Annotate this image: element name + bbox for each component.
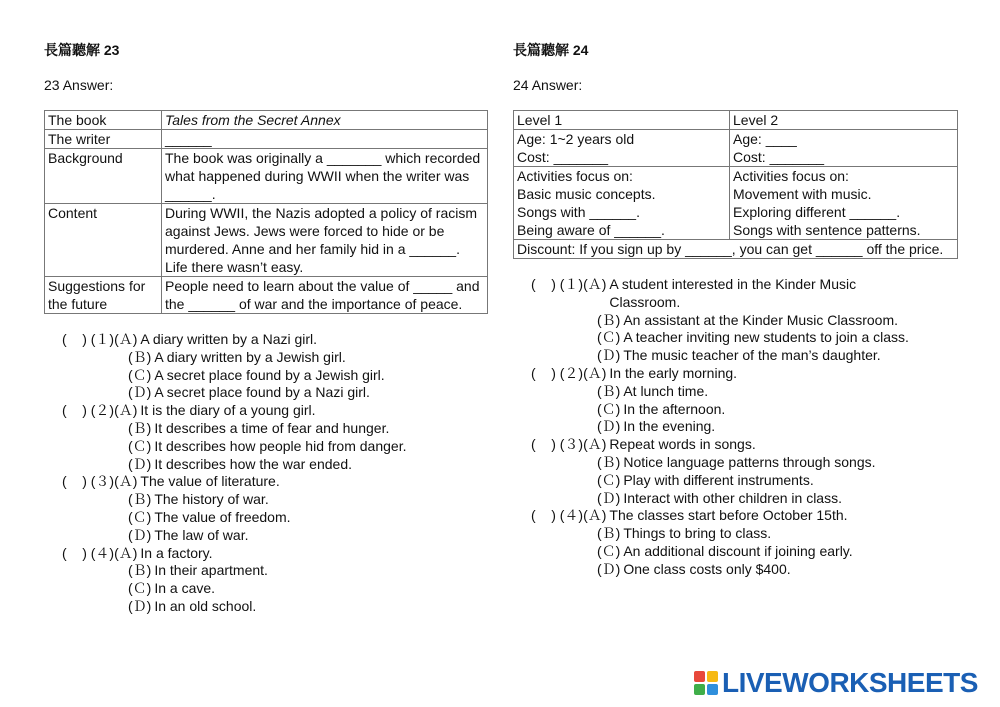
option-text: It describes how people hid from danger. (154, 437, 407, 454)
option-text: A teacher inviting new students to join a class. (623, 329, 909, 346)
logo-square (707, 684, 718, 695)
option-text: Notice language patterns through songs. (623, 453, 876, 470)
level1-cost: Cost: _______ (517, 149, 609, 165)
question-number[interactable]: ( ) (２)(Ａ) (531, 364, 607, 381)
question-number[interactable]: ( ) (４)(Ａ) (531, 507, 607, 524)
option-letter: (Ｂ) (597, 382, 621, 399)
level2-cost: Cost: _______ (733, 149, 825, 165)
question-number[interactable]: ( ) (１)(Ａ) (531, 276, 607, 292)
logo-square (694, 684, 705, 695)
option-a-text: Repeat words in songs. (609, 436, 756, 453)
logo-icon (694, 671, 718, 695)
option-letter: (Ｂ) (128, 562, 152, 579)
answer-option[interactable] (44, 527, 488, 545)
table-row (45, 149, 488, 204)
question-item (513, 276, 958, 365)
brand-name: LIVEWORKSHEETS (722, 667, 978, 698)
answer-option[interactable] (44, 509, 488, 527)
question-number[interactable]: ( ) (１)(Ａ) (62, 331, 138, 347)
question-item (513, 365, 958, 436)
option-letter: (Ｃ) (128, 366, 152, 383)
option-a-text: A student interested in the Kinder Music Classroom. (609, 276, 857, 310)
level1-focus (514, 167, 730, 240)
table-row (45, 111, 488, 130)
level1-focus-line: Being aware of ______. (517, 222, 665, 238)
answer-option[interactable] (513, 347, 958, 365)
level1-header: Level 1 (514, 111, 730, 130)
question-list-23 (44, 331, 488, 616)
answer-option[interactable] (44, 491, 488, 509)
logo-square (707, 671, 718, 682)
option-letter: (Ｂ) (128, 348, 152, 365)
option-letter: (Ｄ) (128, 526, 152, 543)
answer-option[interactable] (44, 384, 488, 402)
option-text: The history of war. (154, 491, 269, 508)
option-text: An additional discount if joining early. (623, 542, 853, 559)
option-text: Interact with other children in class. (623, 489, 842, 506)
answer-option[interactable] (513, 418, 958, 436)
table-row (45, 204, 488, 277)
option-letter: (Ｂ) (128, 491, 152, 508)
answer-option[interactable] (44, 456, 488, 474)
answer-option[interactable] (44, 598, 488, 616)
table-row (45, 277, 488, 314)
option-letter: (Ｂ) (128, 419, 152, 436)
row-label: The writer (45, 130, 162, 149)
option-letter: (Ｃ) (597, 542, 621, 559)
level1-focus-line: Activities focus on: (517, 168, 633, 184)
option-a-text: The value of literature. (140, 473, 280, 490)
option-letter: (Ｃ) (128, 580, 152, 597)
option-text: In the afternoon. (623, 400, 726, 417)
answer-option[interactable] (513, 329, 958, 347)
question-number[interactable]: ( ) (３)(Ａ) (531, 436, 607, 453)
option-letter: (Ｄ) (597, 489, 621, 506)
option-letter: (Ｂ) (597, 453, 621, 470)
answer-option[interactable] (513, 525, 958, 543)
answer-option[interactable] (513, 383, 958, 401)
option-a-text: It is the diary of a young girl. (140, 402, 316, 419)
level2-focus-line: Exploring different ______. (733, 204, 901, 220)
option-text: The law of war. (154, 526, 249, 543)
option-text: A secret place found by a Jewish girl. (154, 366, 385, 383)
answer-option[interactable] (44, 438, 488, 456)
option-letter: (Ｃ) (597, 400, 621, 417)
option-text: In their apartment. (154, 562, 268, 579)
option-letter: (Ｃ) (128, 508, 152, 525)
level1-focus-line: Basic music concepts. (517, 186, 656, 202)
level2-age: Age: ____ (733, 131, 797, 147)
answer-option[interactable] (513, 401, 958, 419)
row-label: Content (45, 204, 162, 277)
option-text: Play with different instruments. (623, 471, 814, 488)
option-a-text: A diary written by a Nazi girl. (140, 331, 318, 347)
worksheet-24 (513, 40, 958, 579)
option-a-text: In the early morning. (609, 364, 738, 381)
level2-focus-line: Movement with music. (733, 186, 872, 202)
question-list-24 (513, 276, 958, 579)
question-item (44, 473, 488, 544)
option-text: In a cave. (154, 580, 216, 597)
option-text: At lunch time. (623, 382, 709, 399)
row-value: During WWII, the Nazis adopted a policy of racism against Jews. Jews were forced to hide or be murdered. Anne and her family hid in a ______. Life there wasn’t easy. (162, 204, 488, 277)
row-value: ______ (162, 130, 488, 149)
answer-option[interactable] (513, 561, 958, 579)
answer-option[interactable] (44, 580, 488, 598)
table-row (45, 130, 488, 149)
row-value: The book was originally a _______ which recorded what happened during WWII when the writer was ______. (162, 149, 488, 204)
option-letter: (Ｃ) (597, 471, 621, 488)
question-item (44, 331, 488, 402)
question-item (513, 436, 958, 507)
option-a-text: In a factory. (140, 544, 213, 561)
answer-option[interactable] (44, 562, 488, 580)
option-text: It describes how the war ended. (154, 455, 352, 472)
answer-label-24: 24 Answer: (513, 77, 583, 93)
option-a-text: The classes start before October 15th. (609, 507, 848, 524)
level1-age-cost (514, 130, 730, 167)
worksheet-23 (44, 40, 488, 616)
answer-option[interactable] (44, 349, 488, 367)
question-number[interactable]: ( ) (３)(Ａ) (62, 473, 138, 490)
section-title-24: 長篇聽解 24 (513, 42, 589, 58)
option-letter: (Ｃ) (128, 437, 152, 454)
level1-focus-line: Songs with ______. (517, 204, 640, 220)
row-value: People need to learn about the value of _____ and the ______ of war and the importance of peace. (162, 277, 488, 314)
option-text: In the evening. (623, 418, 716, 435)
question-item (44, 545, 488, 616)
level2-header: Level 2 (730, 111, 958, 130)
option-text: It describes a time of fear and hunger. (154, 419, 390, 436)
option-letter: (Ｄ) (128, 384, 152, 401)
answer-label-23: 23 Answer: (44, 77, 114, 93)
option-letter: (Ｄ) (128, 455, 152, 472)
section-title-23: 長篇聽解 23 (44, 42, 120, 58)
option-letter: (Ｄ) (597, 560, 621, 577)
answer-option[interactable] (513, 312, 958, 330)
option-letter: (Ｄ) (597, 418, 621, 435)
answer-option[interactable] (513, 543, 958, 561)
question-item (513, 507, 958, 578)
answer-option[interactable] (44, 367, 488, 385)
question-number[interactable]: ( ) (４)(Ａ) (62, 544, 138, 561)
row-label: Background (45, 149, 162, 204)
row-label: The book (45, 111, 162, 130)
answer-table-23 (44, 110, 488, 314)
option-text: An assistant at the Kinder Music Classroom. (623, 311, 898, 328)
row-value: Tales from the Secret Annex (162, 111, 488, 130)
answer-option[interactable] (513, 490, 958, 508)
discount-cell: Discount: If you sign up by ______, you can get ______ off the price. (514, 240, 958, 259)
option-text: The music teacher of the man’s daughter. (623, 347, 881, 364)
option-text: One class costs only $400. (623, 560, 791, 577)
level2-focus-line: Activities focus on: (733, 168, 849, 184)
option-letter: (Ｃ) (597, 329, 621, 346)
answer-option[interactable] (513, 472, 958, 490)
question-number[interactable]: ( ) (２)(Ａ) (62, 402, 138, 419)
option-text: The value of freedom. (154, 508, 291, 525)
option-text: A diary written by a Jewish girl. (154, 348, 346, 365)
answer-table-24 (513, 110, 958, 259)
option-letter: (Ｄ) (128, 597, 152, 614)
logo-square (694, 671, 705, 682)
level2-age-cost (730, 130, 958, 167)
option-letter: (Ｄ) (597, 347, 621, 364)
option-letter: (Ｂ) (597, 525, 621, 542)
option-text: In an old school. (154, 597, 257, 614)
row-label: Suggestions for the future (45, 277, 162, 314)
option-text: A secret place found by a Nazi girl. (154, 384, 370, 401)
option-text: Things to bring to class. (623, 525, 772, 542)
level2-focus-line: Songs with sentence patterns. (733, 222, 921, 238)
answer-option[interactable] (44, 420, 488, 438)
liveworksheets-logo (694, 668, 978, 698)
level1-age: Age: 1~2 years old (517, 131, 635, 147)
level2-focus (730, 167, 958, 240)
answer-option[interactable] (513, 454, 958, 472)
question-item (44, 402, 488, 473)
option-letter: (Ｂ) (597, 311, 621, 328)
